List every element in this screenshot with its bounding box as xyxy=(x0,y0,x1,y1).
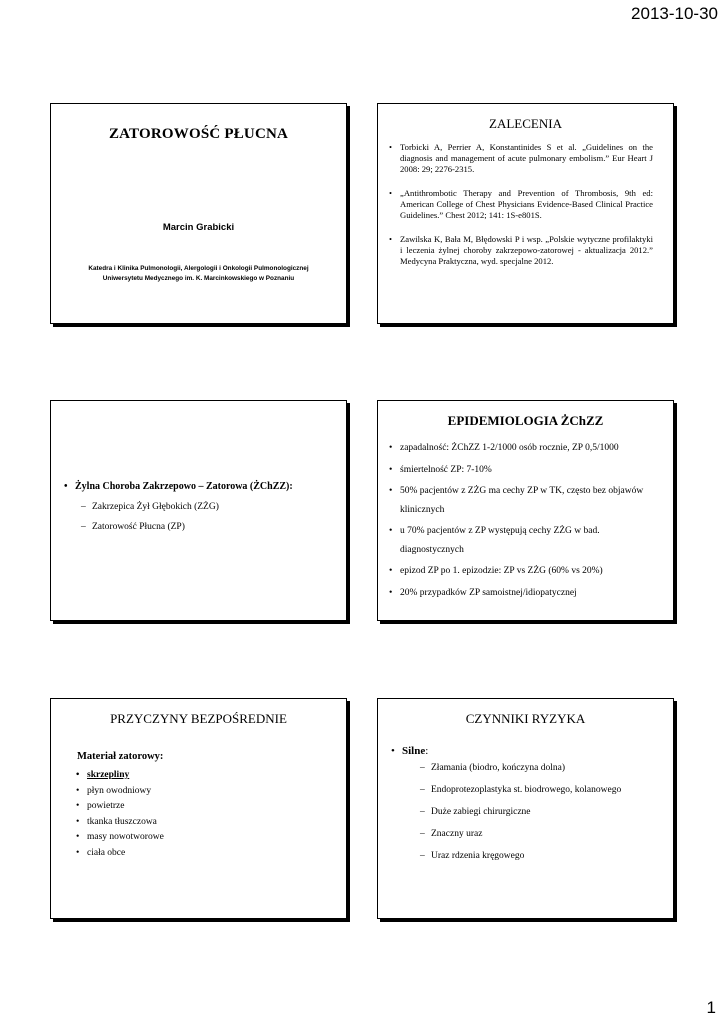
list-item: • tkanka tłuszczowa xyxy=(76,815,164,831)
print-date: 2013-10-30 xyxy=(631,4,718,23)
definition-list xyxy=(81,502,338,532)
definition-block xyxy=(75,481,338,532)
slide-author: Marcin Grabicki xyxy=(162,222,235,233)
embolic-material-list xyxy=(77,768,164,861)
list-item: • skrzepliny xyxy=(76,768,164,784)
list-item: – Uraz rdzenia kręgowego xyxy=(420,851,665,861)
slide-risk-factors xyxy=(377,698,674,919)
slide-heading: CZYNNIKI RYZYKA xyxy=(465,711,586,726)
slide-definition xyxy=(50,400,347,621)
embolic-material-label: Materiał zatorowy: xyxy=(77,751,164,762)
list-item: • 50% pacjentów z ZŻG ma cechy ZP w TK, często bez objawów klinicznych xyxy=(400,482,659,519)
slide-title xyxy=(50,103,347,324)
reference-item: • „Antithrombotic Therapy and Prevention of Thrombosis, 9th ed: American College of Chest Physicians Evidence-Based Clinical Practice Guidelines.” Chest 2012; 141: 1S-e801S. xyxy=(400,188,653,221)
embolic-material-block xyxy=(77,751,164,861)
affiliation-line: Katedra i Klinika Pulmonologii, Alergologii i Onkologii Pulmonologicznej xyxy=(88,265,309,272)
reference-item: • Torbicki A, Perrier A, Konstantinides S et al. „Guidelines on the diagnosis and management of acute pulmonary embolism.” Eur Heart J 2008: 29; 2276-2315. xyxy=(400,142,653,175)
list-item: – Duże zabiegi chirurgiczne xyxy=(420,807,665,817)
definition-heading: • Żylna Choroba Zakrzepowo – Zatorowa (ŻChZZ): xyxy=(75,481,338,492)
risk-heading-label: Silne xyxy=(402,745,426,757)
list-item: – Złamania (biodro, kończyna dolna) xyxy=(420,763,665,773)
list-item: • zapadalność: ŻChZZ 1-2/1000 osób rocznie, ZP 0,5/1000 xyxy=(400,439,659,458)
list-item: • 20% przypadków ZP samoistnej/idiopatycznej xyxy=(400,584,659,603)
list-item: • śmiertelność ZP: 7-10% xyxy=(400,461,659,480)
slide-affiliation xyxy=(57,264,340,284)
risk-heading xyxy=(402,745,665,757)
slide-direct-causes xyxy=(50,698,347,919)
slide-recommendations xyxy=(377,103,674,324)
list-item: – Zakrzepica Żył Głębokich (ZŻG) xyxy=(81,502,338,512)
list-item: • u 70% pacjentów z ZP występują cechy ZŻG w bad. diagnostycznych xyxy=(400,522,659,559)
slide-heading: ZALECENIA xyxy=(489,116,562,131)
risk-heading-colon: : xyxy=(425,745,429,757)
risk-factors-block xyxy=(402,745,665,861)
slide-heading: PRZYCZYNY BEZPOŚREDNIE xyxy=(110,711,287,726)
reference-list xyxy=(400,142,653,267)
reference-item: • Zawilska K, Bała M, Błędowski P i wsp. „Polskie wytyczne profilaktyki i leczenia żylnej choroby zakrzepowo-zatorowej - aktualizacja 2012.” Medycyna Praktyczna, wyd. specjalne 2012. xyxy=(400,234,653,267)
list-item: – Zatorowość Płucna (ZP) xyxy=(81,522,338,532)
affiliation-line: Uniwersytetu Medycznego im. K. Marcinkowskiego w Poznaniu xyxy=(102,275,295,282)
list-item: – Znaczny uraz xyxy=(420,829,665,839)
epidemiology-list xyxy=(400,439,659,602)
list-item: – Endoprotezoplastyka st. biodrowego, kolanowego xyxy=(420,785,665,795)
list-item: • masy nowotworowe xyxy=(76,830,164,846)
list-item: • epizod ZP po 1. epizodzie: ZP vs ZŻG (60% vs 20%) xyxy=(400,562,659,581)
page-number: 1 xyxy=(706,998,716,1017)
list-item: • płyn owodniowy xyxy=(76,784,164,800)
slide-title-heading: ZATOROWOŚĆ PŁUCNA xyxy=(108,126,289,142)
slide-epidemiology xyxy=(377,400,674,621)
list-item: • ciała obce xyxy=(76,846,164,862)
risk-factors-list xyxy=(420,763,665,861)
list-item: • powietrze xyxy=(76,799,164,815)
slide-heading: EPIDEMIOLOGIA ŻChZZ xyxy=(447,413,604,428)
